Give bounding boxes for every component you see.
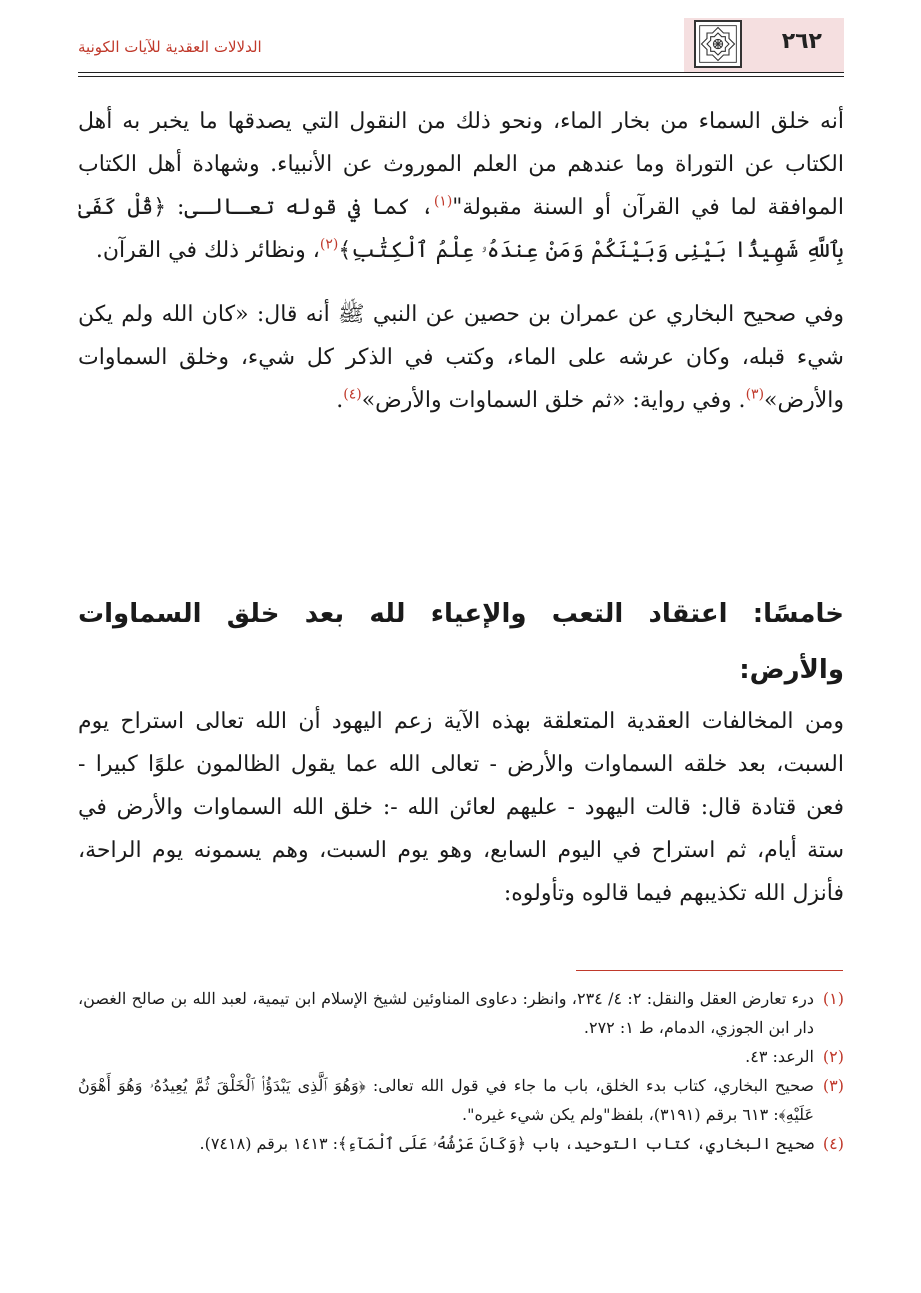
footnote-number: (٢): [822, 1047, 844, 1066]
quran-verse: ﴿قُلْ كَفَىٰ بِٱللَّهِ شَهِيدًۢا بَيْنِى وَبَيْنَكُمْ وَمَنْ عِندَهُۥ عِلْمُ ٱلْكِتَٰبِ﴾: [78, 195, 844, 263]
footnote-text: درء تعارض العقل والنقل: ٢: ٤/ ٢٣٤، وانظر: دعاوى المناوئين لشيخ الإسلام ابن تيمية، لعبد الله بن صالح الغصن، دار ابن الجوزي، الدمام، ط ١: ٢٧٢.: [78, 989, 814, 1037]
footnotes: [78, 984, 844, 1158]
page-number: ٢٦٢: [781, 29, 822, 54]
header-rule: [78, 72, 844, 73]
footnote-ref[interactable]: (٣): [745, 386, 765, 403]
paragraph-text: . وفي رواية: «ثم خلق السماوات والأرض»: [361, 388, 746, 413]
page-header: [78, 18, 844, 72]
paragraph: ومن المخالفات العقدية المتعلقة بهذه الآية زعم اليهود أن الله تعالى استراح يوم السبت، بعد خلقه السماوات والأرض - تعالى الله عما يقول الظالمون علوًا كبيرا - فعن قتادة قال: قالت اليهود - عليهم لعائن الله -: خلق الله السماوات والأرض في ستة أيام، ثم استراح في اليوم السابع، وهو يوم السبت، وهم يسمونه يوم الراحة، فأنزل الله تكذيبهم فيما قالوه وتأولوه:: [78, 709, 844, 906]
footnote-text: صحيح البخاري، كتاب بدء الخلق، باب ما جاء في قول الله تعالى: ﴿وَهُوَ ٱلَّذِى يَبْدَؤُا۟ ٱلْخَلْقَ ثُمَّ يُعِيدُهُۥ وَهُوَ أَهْوَنُ عَلَيْهِ﴾: ٦١٣ برقم (٣١٩١)، بلفظ"ولم يكن شيء غيره".: [78, 1076, 814, 1124]
ornament-icon: [694, 20, 742, 68]
footnote: [78, 984, 844, 1042]
paragraph-text: أنه خلق السماء من بخار الماء، ونحو ذلك من النقول التي يصدقها ما يخبر به أهل الكتاب عن التوراة وما عندهم من العلم الموروث عن الأنبياء. وشهادة أهل الكتاب الموافقة لما في القرآن أو السنة مقبولة": [78, 109, 844, 220]
paragraph-text: ، كما في قوله تعـالـى:: [166, 195, 434, 220]
header-rule-thin: [78, 76, 844, 77]
footnote-ref[interactable]: (٤): [343, 386, 362, 403]
paragraph-text: ، ونظائر ذلك في القرآن.: [95, 238, 320, 263]
footnote: [78, 1129, 844, 1158]
section-heading: خامسًا: اعتقاد التعب والإعياء لله بعد خلق السماوات والأرض:: [78, 599, 844, 685]
body-section-1: [78, 100, 844, 422]
paragraph: [78, 293, 844, 422]
body-section-2: [78, 700, 844, 915]
footnote: [78, 1071, 844, 1129]
running-title: الدلالات العقدية للآيات الكونية: [78, 38, 262, 56]
footnote-ref[interactable]: (١): [433, 193, 453, 210]
footnote: [78, 1042, 844, 1071]
footnote-number: (٣): [822, 1076, 844, 1095]
footnote-text: الرعد: ٤٣.: [745, 1047, 814, 1066]
footnote-ref[interactable]: (٢): [319, 236, 339, 253]
paragraph-text: .: [336, 388, 344, 413]
paragraph: [78, 100, 844, 272]
footnote-number: (١): [822, 989, 844, 1008]
footnote-rule: [576, 970, 843, 971]
footnote-number: (٤): [822, 1134, 844, 1153]
footnote-text: صحيح البخاري، كتاب التوحيد، باب ﴿وَكَانَ عَرْشُهُۥ عَلَى ٱلْمَآءِ﴾: ١٤١٣ برقم (٧٤١٨).: [199, 1134, 814, 1153]
paragraph-text: وفي صحيح البخاري عن عمران بن حصين عن النبي ﷺ أنه قال: «كان الله ولم يكن شيء قبله، وكان عرشه على الماء، وكتب في الذكر كل شيء، وخلق السماوات والأرض»: [78, 302, 844, 413]
